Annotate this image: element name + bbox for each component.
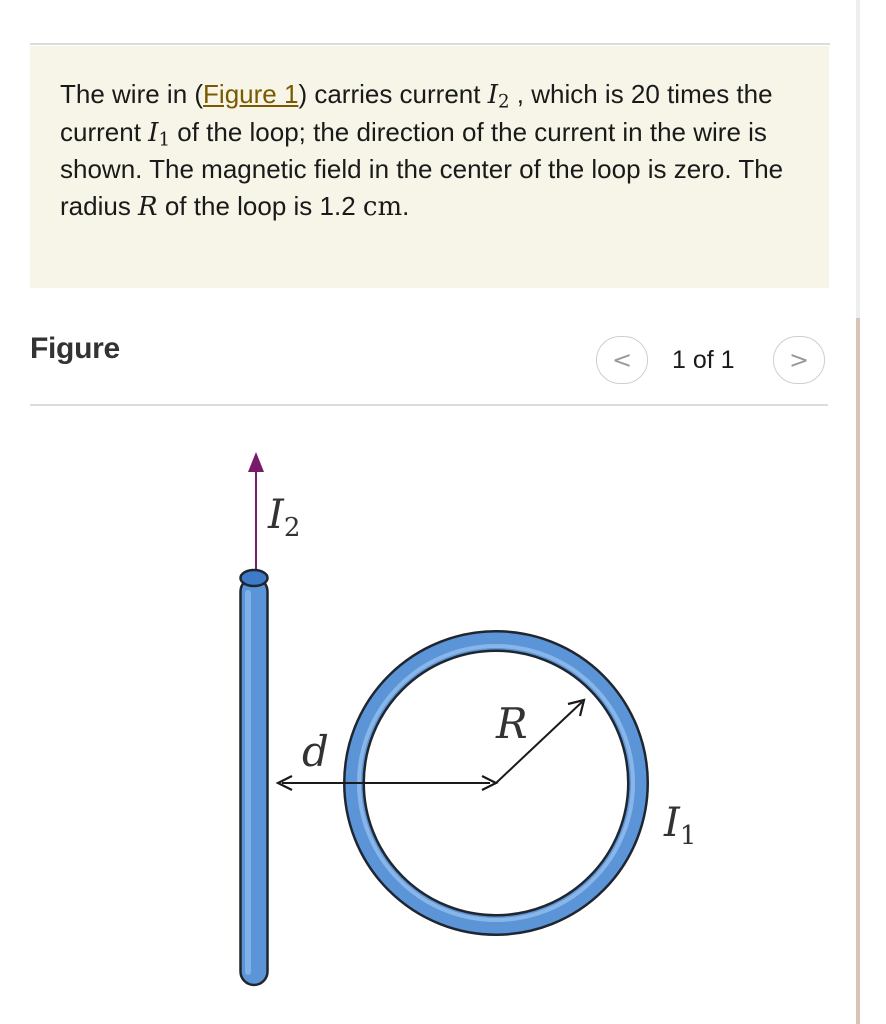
problem-text: The wire in ( [60, 79, 204, 109]
label-i1: $I_1$ [664, 800, 697, 851]
chevron-left-icon: < [611, 346, 633, 374]
problem-text: . [402, 190, 410, 221]
math-current-i1: $I_1$ [148, 117, 171, 151]
straight-wire [241, 570, 268, 985]
math-current-i2: $I_2$ [487, 80, 510, 113]
label-d: d [302, 727, 329, 776]
problem-text: of the loop is [157, 190, 320, 221]
problem-text: ) carries current [298, 79, 488, 109]
chevron-right-icon: > [788, 346, 810, 374]
radius-value: 1.2 [319, 190, 356, 221]
figure-link[interactable]: Figure 1 [203, 79, 299, 109]
label-r: R [496, 699, 528, 748]
distance-arrow [278, 776, 496, 790]
problem-text: , which is 20 times the current [60, 79, 773, 147]
label-i2: $I_2$ [268, 492, 301, 543]
figure-pager: 1 of 1 [672, 346, 735, 374]
current-direction-arrow [248, 452, 264, 572]
math-radius-r: R [138, 191, 158, 222]
problem-text: of the loop; the direction of the current in the wire is shown. The magnetic field in the center of the loop is zero. The radius [60, 116, 784, 221]
radius-unit: cm [362, 191, 403, 222]
figure-heading: Figure [30, 332, 120, 365]
